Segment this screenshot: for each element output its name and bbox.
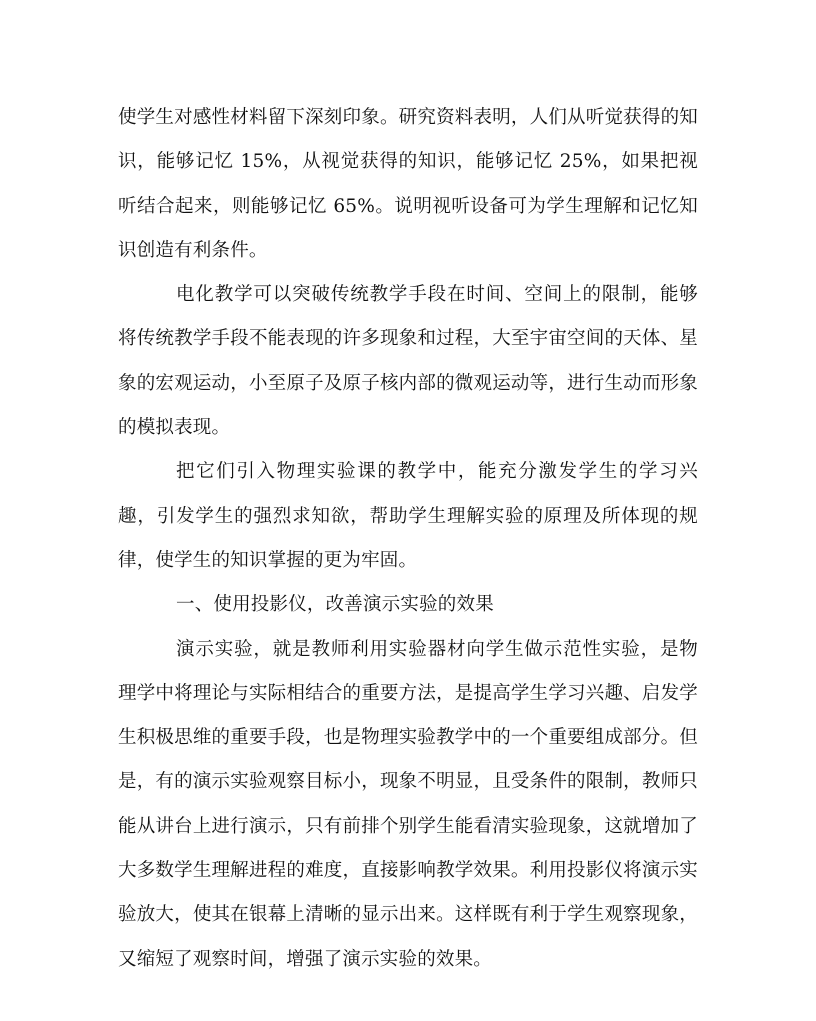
paragraph-3: 把它们引入物理实验课的教学中，能充分激发学生的学习兴趣，引发学生的强烈求知欲，帮助学生理解实验的原理及所体现的规律，使学生的知识掌握的更为牢固。 [118,461,698,571]
paragraph-4: 演示实验，就是教师利用实验器材向学生做示范性实验，是物理学中将理论与实际相结合的重要方法，是提高学生学习兴趣、启发学生积极思维的重要手段，也是物理实验教学中的一个重要组成部分。但是，有的演示实验观察目标小，现象不明显，且受条件的限制，教师只能从讲台上进行演示，只有前排个别学生能看清实验现象，这就增加了大多数学生理解进程的难度，直接影响教学效果。利用投影仪将演示实验放大，使其在银幕上清晰的显示出来。这样既有利于学生观察现象，又缩短了观察时间，增强了演示实验的效果。 [118,638,698,970]
paragraph-1: 使学生对感性材料留下深刻印象。研究资料表明，人们从听觉获得的知识，能够记忆 15%，从视觉获得的知识，能够记忆 25%，如果把视听结合起来，则能够记忆 65%。说明视听设备可为学生理解和记忆知识创造有利条件。 [118,107,698,261]
document-body [118,96,698,982]
paragraph-2: 电化教学可以突破传统教学手段在时间、空间上的限制，能够将传统教学手段不能表现的许多现象和过程，大至宇宙空间的天体、星象的宏观运动，小至原子及原子核内部的微观运动等，进行生动而形象的模拟表现。 [118,284,698,439]
section-heading: 一、使用投影仪，改善演示实验的效果 [176,594,494,616]
